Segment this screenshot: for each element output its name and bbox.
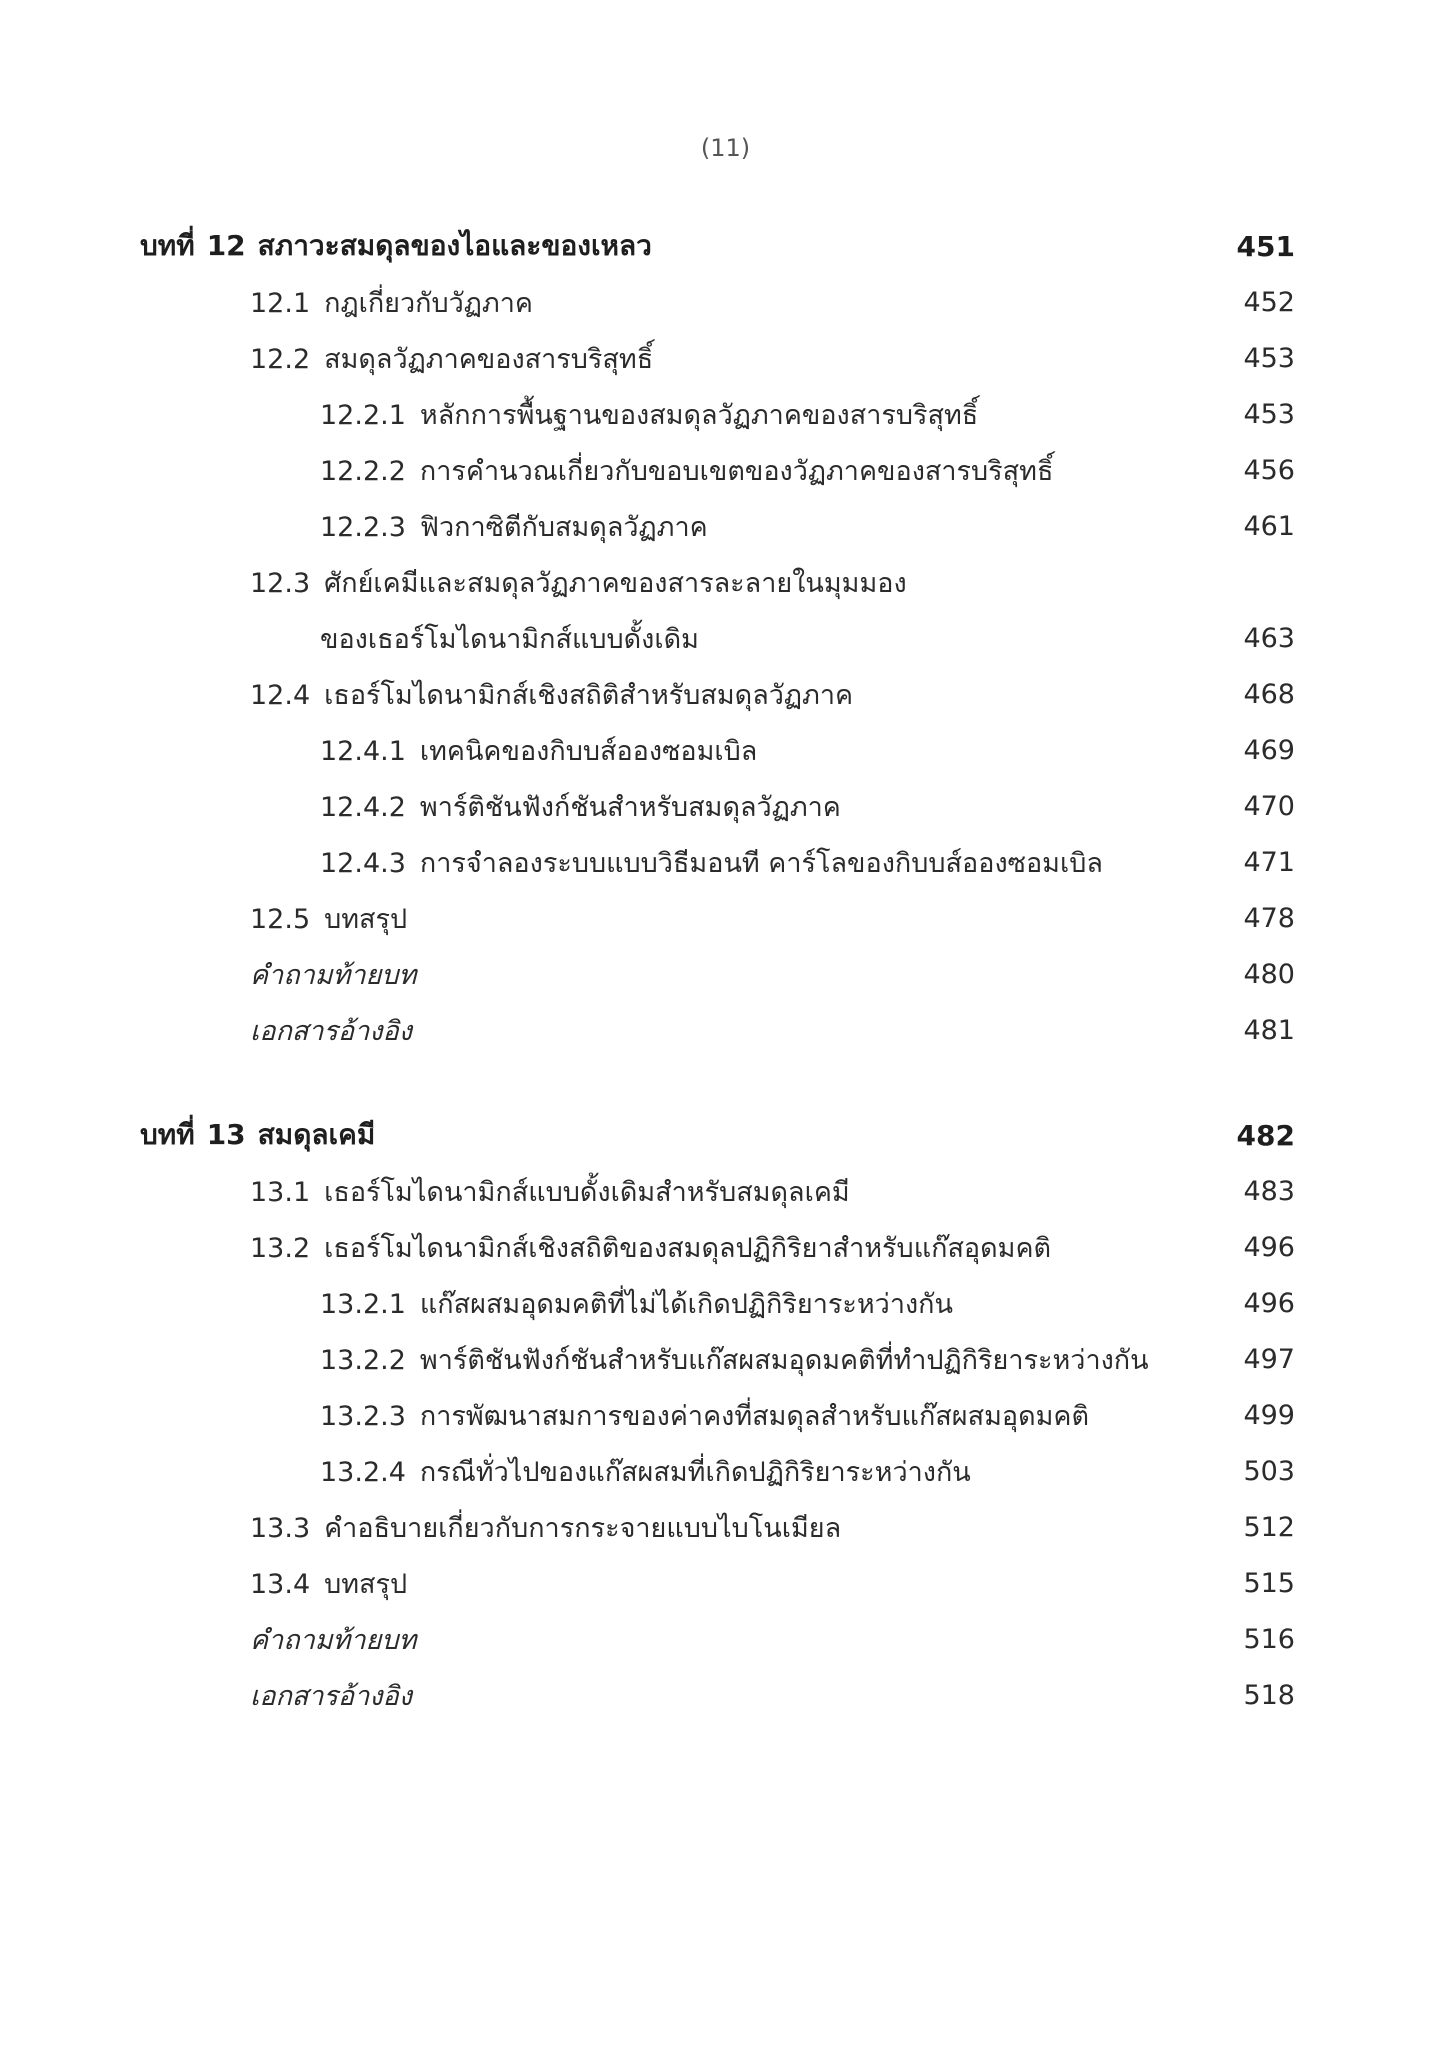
entry-title: การคำนวณเกี่ยวกับขอบเขตของวัฏภาคของสารบริสุทธิ์ [419,455,1054,487]
entry-page: 478 [1243,902,1295,934]
entry-number: 12.1 [250,287,311,319]
toc-entry-13-1[interactable] [0,1163,1451,1219]
entry-number: 12.2.1 [320,399,406,431]
entry-title: เทคนิคของกิบบส์อองซอมเบิล [419,735,758,767]
entry-page: 483 [1243,1175,1295,1207]
entry-number: 12.5 [250,903,311,935]
toc-chapter-12[interactable] [0,218,1451,274]
entry-number: 13.2 [250,1232,311,1264]
toc-entry-13-references[interactable] [0,1667,1451,1723]
entry-page: 453 [1243,398,1295,430]
toc-entry-12-references[interactable] [0,1002,1451,1058]
entry-page: 469 [1243,734,1295,766]
entry-title: คำอธิบายเกี่ยวกับการกระจายแบบไบโนเมียล [324,1512,842,1544]
toc-entry-12-3[interactable] [0,554,1451,610]
entry-number: 13.1 [250,1176,311,1208]
entry-page: 463 [1243,622,1295,654]
entry-title: พาร์ติชันฟังก์ชันสำหรับสมดุลวัฏภาค [419,791,841,823]
toc-entry-12-4-2[interactable] [0,778,1451,834]
entry-number: 12.4.3 [320,847,406,879]
chapter-page: 482 [1236,1118,1295,1152]
entry-number: 13.2.3 [320,1400,406,1432]
entry-number: 13.2.2 [320,1344,406,1376]
entry-title: การจำลองระบบแบบวิธีมอนที คาร์โลของกิบบส์อองซอมเบิล [419,847,1103,879]
entry-title: เธอร์โมไดนามิกส์แบบดั้งเดิมสำหรับสมดุลเคมี [324,1176,850,1208]
page-number: (11) [700,134,751,162]
entry-title: แก๊สผสมอุดมคติที่ไม่ได้เกิดปฏิกิริยาระหว่างกัน [419,1288,953,1320]
entry-title: เอกสารอ้างอิง [250,1015,412,1047]
entry-title: การพัฒนาสมการของค่าคงที่สมดุลสำหรับแก๊สผสมอุดมคติ [419,1400,1090,1432]
toc-entry-12-1[interactable] [0,274,1451,330]
entry-title: ศักย์เคมีและสมดุลวัฏภาคของสารละลายในมุมมอง [324,567,907,599]
entry-title: กรณีทั่วไปของแก๊สผสมที่เกิดปฏิกิริยาระหว่างกัน [419,1456,971,1488]
entry-page: 461 [1243,510,1295,542]
entry-page: 453 [1243,342,1295,374]
toc-entry-12-questions[interactable] [0,946,1451,1002]
toc-entry-12-2[interactable] [0,330,1451,386]
toc-entry-13-4[interactable] [0,1555,1451,1611]
entry-page: 456 [1243,454,1295,486]
toc-entry-12-5[interactable] [0,890,1451,946]
toc-chapter-13[interactable] [0,1107,1451,1163]
entry-title: ของเธอร์โมไดนามิกส์แบบดั้งเดิม [320,623,699,655]
entry-page: 480 [1243,958,1295,990]
entry-page: 512 [1243,1511,1295,1543]
entry-page: 515 [1243,1567,1295,1599]
entry-number: 12.4.2 [320,791,406,823]
entry-title: ฟิวกาซิตีกับสมดุลวัฏภาค [419,511,708,543]
entry-title: คำถามท้ายบท [250,1624,417,1656]
toc-entry-13-2-1[interactable] [0,1275,1451,1331]
toc-entry-12-4[interactable] [0,666,1451,722]
entry-number: 12.2.3 [320,511,406,543]
toc-entry-12-2-2[interactable] [0,442,1451,498]
entry-page: 499 [1243,1399,1295,1431]
chapter-label: บทที่ [140,1118,195,1151]
entry-page: 468 [1243,678,1295,710]
toc-entry-13-2[interactable] [0,1219,1451,1275]
chapter-heading [0,1113,1205,1157]
entry-page: 518 [1243,1679,1295,1711]
toc-entry-12-3-continued[interactable] [0,610,1451,666]
entry-title: บทสรุป [324,1568,408,1600]
entry-number: 13.3 [250,1512,311,1544]
toc-entry-13-questions[interactable] [0,1611,1451,1667]
entry-title: กฎเกี่ยวกับวัฏภาค [324,287,533,319]
toc-entry-12-4-1[interactable] [0,722,1451,778]
entry-number: 12.4.1 [320,735,406,767]
entry-number: 12.4 [250,679,311,711]
toc-entry-12-2-3[interactable] [0,498,1451,554]
entry-page: 481 [1243,1014,1295,1046]
entry-title: คำถามท้ายบท [250,959,417,991]
entry-page: 497 [1243,1343,1295,1375]
entry-page: 471 [1243,846,1295,878]
entry-number: 12.2.2 [320,455,406,487]
entry-title: เธอร์โมไดนามิกส์เชิงสถิติสำหรับสมดุลวัฏภาค [324,679,854,711]
chapter-title: สภาวะสมดุลของไอและของเหลว [257,229,652,262]
entry-number: 13.2.1 [320,1288,406,1320]
entry-page: 496 [1243,1287,1295,1319]
entry-number: 13.4 [250,1568,311,1600]
entry-number: 12.2 [250,343,311,375]
entry-number: 12.3 [250,567,311,599]
entry-title: พาร์ติชันฟังก์ชันสำหรับแก๊สผสมอุดมคติที่ทำปฏิกิริยาระหว่างกัน [419,1344,1149,1376]
entry-title: หลักการพื้นฐานของสมดุลวัฏภาคของสารบริสุทธิ์ [419,399,979,431]
entry-title: สมดุลวัฏภาคของสารบริสุทธิ์ [324,343,654,375]
chapter-label: บทที่ [140,229,195,262]
entry-title: เธอร์โมไดนามิกส์เชิงสถิติของสมดุลปฏิกิริยาสำหรับแก๊สอุดมคติ [324,1232,1052,1264]
toc-entry-12-4-3[interactable] [0,834,1451,890]
entry-number: 13.2.4 [320,1456,406,1488]
entry-page: 503 [1243,1455,1295,1487]
entry-page: 496 [1243,1231,1295,1263]
toc-entry-13-3[interactable] [0,1499,1451,1555]
entry-page: 516 [1243,1623,1295,1655]
chapter-number: 12 [206,229,246,262]
entry-title: เอกสารอ้างอิง [250,1680,412,1712]
chapter-number: 13 [206,1118,246,1151]
toc-entry-12-2-1[interactable] [0,386,1451,442]
toc-entry-13-2-3[interactable] [0,1387,1451,1443]
entry-title: บทสรุป [324,903,408,935]
chapter-heading [0,224,1205,268]
toc-entry-13-2-4[interactable] [0,1443,1451,1499]
entry-page: 452 [1243,286,1295,318]
toc-entry-13-2-2[interactable] [0,1331,1451,1387]
chapter-title: สมดุลเคมี [257,1118,376,1151]
chapter-page: 451 [1236,229,1295,263]
entry-page: 470 [1243,790,1295,822]
